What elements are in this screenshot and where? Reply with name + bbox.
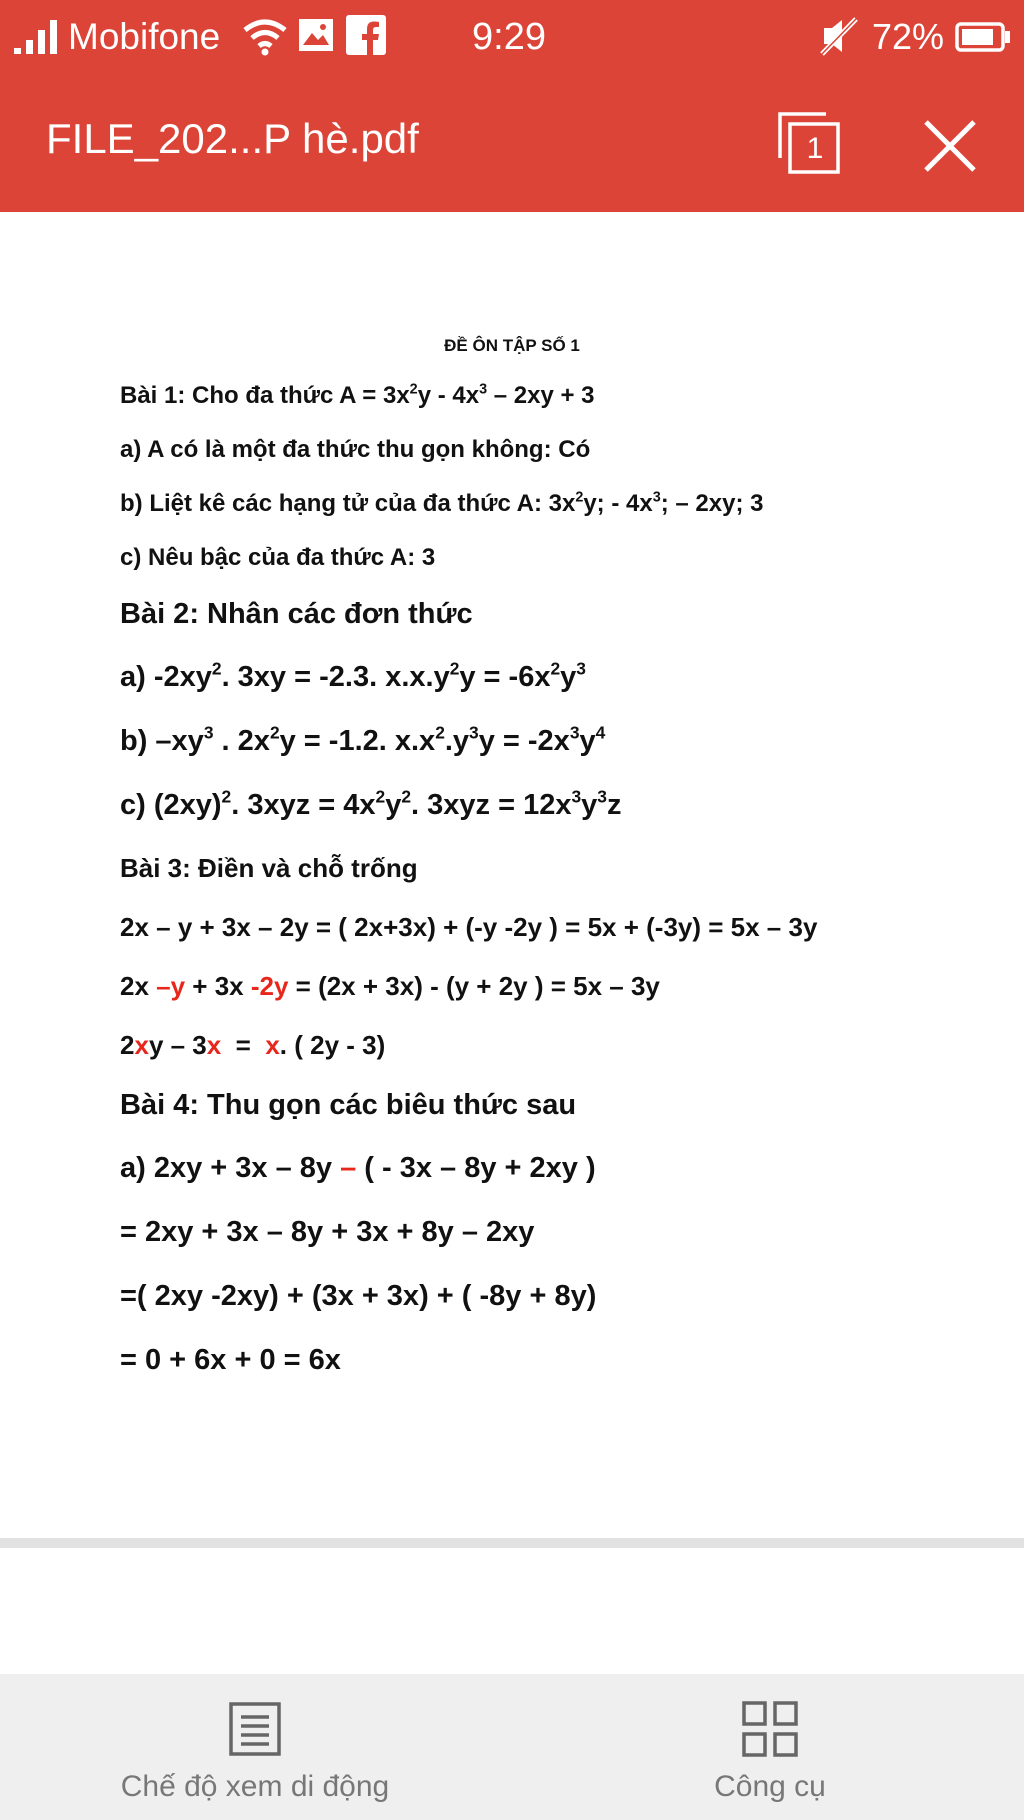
gallery-icon [298,18,334,52]
document-title: ĐỀ ÔN TẬP SỐ 1 [444,336,580,355]
clock: 9:29 [472,16,546,58]
bai2-part-c: c) $(2xy)^2$. $3xyz = 4x^2y^2$. $3xyz = 12x^3y^3z$ [120,786,622,821]
bai2-heading: Bài 2: Nhân các đơn thức [120,598,473,630]
tools-label: Công cụ [714,1770,826,1803]
mobile-view-icon [227,1700,283,1758]
app-header [0,0,1024,212]
file-title: FILE_202...P hè.pdf [46,115,419,162]
pdf-page[interactable] [0,212,1024,1542]
bai3-line-1: 2x – y + 3x – 2y = ( 2x+3x) + (-y -2y ) = 5x + (-3y) = 5x – 3y [120,912,818,942]
bottom-bar [0,1674,1024,1820]
bai1-part-c: c) Nêu bậc của đa thức A: 3 [120,544,436,571]
battery-icon [955,22,1011,52]
bai4-step-3: = 0 + 6x + 0 = 6x [120,1344,341,1376]
wifi-icon [242,16,288,56]
bai1-part-b: b) Liệt kê các hạng tử của đa thức A: $3x^2y$; - $4x^3$; – 2xy; 3 [120,489,764,517]
mobile-view-label: Chế độ xem di động [120,1770,390,1803]
bai1-heading: Bài 1: Cho đa thức $A = 3x^2y - 4x^3 - 2xy + 3$ [120,381,595,409]
page-switch-button[interactable] [776,110,842,176]
bai4-heading: Bài 4: Thu gọn các biêu thức sau [120,1089,577,1121]
page-divider [0,1538,1024,1548]
bai2-part-b: b) $-xy^3$ . $2x^2y = -1.2$. $x.x^2.y^3y = -2x^3y^4$ [120,722,606,757]
facebook-icon [346,15,386,55]
tools-button[interactable] [640,1674,900,1820]
page-count: 1 [806,132,824,165]
bai1-part-a: a) A có là một đa thức thu gọn không: Có [120,436,591,463]
bai3-line-3: 2xy – 3x = x. ( 2y - 3) [120,1030,386,1060]
bai4-step-1: = 2xy + 3x – 8y + 3x + 8y – 2xy [120,1216,535,1248]
bai2-part-a: a) $-2xy^2$. 3xy = -2.3. $x.x.y^2y = -6x^2y^3$ [120,658,586,693]
signal-icon [14,18,62,54]
bai4-step-2: =( 2xy -2xy) + (3x + 3x) + ( -8y + 8y) [120,1280,597,1312]
grid-icon [741,1700,799,1758]
mobile-view-button[interactable] [90,1674,420,1820]
bai3-heading: Bài 3: Điền và chỗ trống [120,853,418,883]
close-icon[interactable] [920,116,980,176]
bai4-part-a: a) 2xy + 3x – 8y – ( - 3x – 8y + 2xy ) [120,1152,596,1184]
bai3-line-2: 2x –y + 3x -2y = (2x + 3x) - (y + 2y ) = 5x – 3y [120,971,660,1001]
battery-percent: 72% [872,16,945,57]
pdf-page-next[interactable] [0,1548,1024,1674]
carrier-name: Mobifone [68,16,221,57]
mute-icon [818,16,860,56]
status-bar [0,0,1024,76]
